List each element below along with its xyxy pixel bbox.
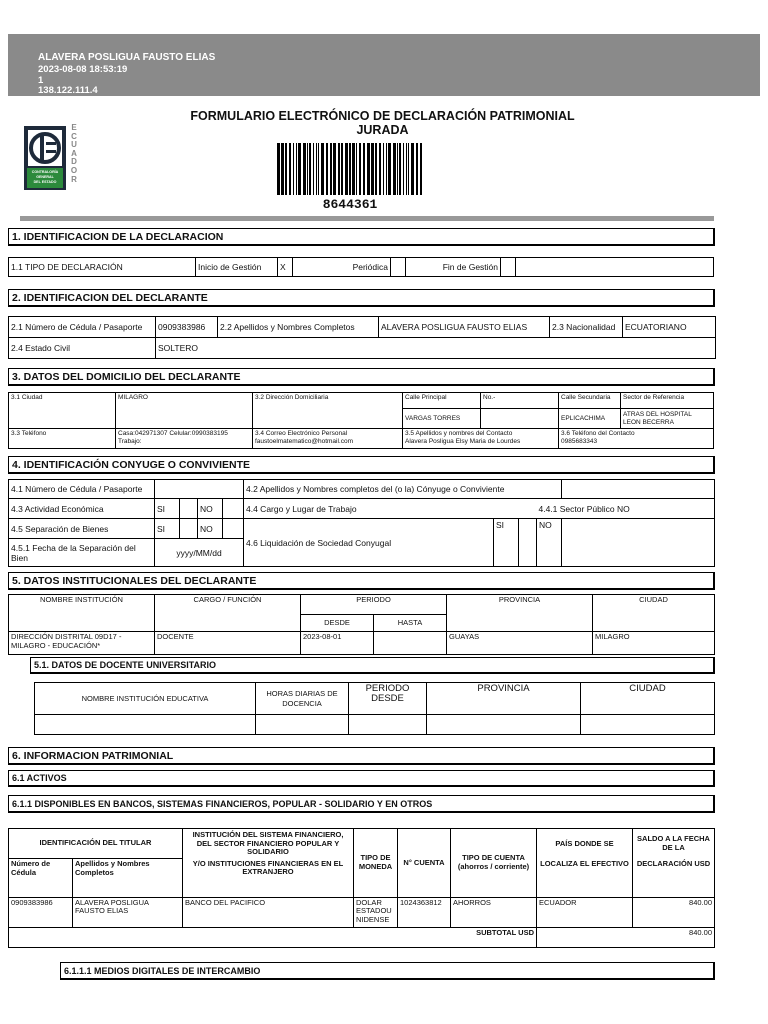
barcode-bar — [333, 143, 336, 195]
actividad-si-label: SI — [155, 499, 180, 519]
barcode-bar — [388, 143, 391, 195]
fin-gestion-checkbox[interactable] — [501, 258, 516, 277]
docente-header-horas: HORAS DIARIAS DE DOCENCIA — [256, 683, 349, 715]
header-cuenta: N° CUENTA — [398, 829, 451, 898]
header-banner — [8, 34, 760, 96]
barcode-bar — [420, 143, 422, 195]
header-institucion-extranjero: Y/O INSTITUCIONES FINANCIERAS EN EL EXTRANJERO — [183, 859, 354, 897]
calle-principal-label: Calle Principal — [403, 393, 481, 409]
sector-publico — [537, 499, 715, 519]
barcode-bar — [406, 143, 407, 195]
barcode-bar — [307, 143, 308, 195]
section-5-1-title: 5.1. DATOS DE DOCENTE UNIVERSITARIO — [30, 657, 715, 674]
header-cargo: CARGO / FUNCIÓN — [155, 595, 301, 632]
periodica-label: Periódica — [293, 258, 391, 277]
logo-text-line-3: DEL ESTADO — [33, 180, 57, 184]
barcode-bar — [379, 143, 381, 195]
inicio-gestion-checkbox[interactable]: X — [278, 258, 293, 277]
row-hasta — [374, 632, 447, 655]
header-institucion-financiera: INSTITUCIÓN DEL SISTEMA FINANCIERO, DEL SECTOR FINANCIERO POPULAR Y SOLIDARIO — [183, 829, 354, 859]
docente-cell — [581, 715, 715, 735]
correo-label: 3.4 Correo Electrónico Personal — [255, 430, 348, 437]
barcode-bar — [356, 143, 357, 195]
barcode-bar — [318, 143, 319, 195]
barcode-bar — [416, 143, 418, 195]
barcode-bar — [338, 143, 340, 195]
liquidacion-no-label: NO — [537, 519, 562, 567]
barcode-bar — [321, 143, 324, 195]
ciudad-value: MILAGRO — [116, 393, 253, 429]
contacto-label: 3.5 Apellidos y nombres del Contacto — [405, 430, 513, 437]
barcode-bar — [309, 143, 311, 195]
correo-cell — [253, 429, 403, 449]
barcode-bar — [367, 143, 370, 195]
row-cuenta: 1024363812 — [398, 897, 451, 927]
header-provincia: PROVINCIA — [447, 595, 593, 632]
subtotal-label: SUBTOTAL USD — [9, 927, 537, 947]
disponibles-title: 6.1.1 DISPONIBLES EN BANCOS, SISTEMAS FINANCIEROS, POPULAR - SOLIDARIO Y EN OTROS — [8, 795, 715, 813]
barcode-icon — [276, 143, 424, 195]
barcode-bar — [296, 143, 297, 195]
barcode-bar — [383, 143, 384, 195]
row-institucion: BANCO DEL PACIFICO — [183, 897, 354, 927]
empty-cell — [516, 258, 714, 277]
tipo-declaracion-table — [8, 257, 714, 277]
periodica-checkbox[interactable] — [391, 258, 406, 277]
separacion-no-checkbox[interactable] — [223, 519, 244, 539]
barcode-bar — [303, 143, 306, 195]
header-institucion: NOMBRE INSTITUCIÓN — [9, 595, 155, 632]
header-titular: IDENTIFICACIÓN DEL TITULAR — [9, 829, 183, 859]
docente-cell — [256, 715, 349, 735]
row-ciudad: MILAGRO — [593, 632, 715, 655]
barcode-bar — [393, 143, 396, 195]
logo-vertical-text: ECUADOR — [70, 123, 78, 184]
subtotal-value: 840.00 — [537, 927, 715, 947]
divider — [20, 216, 714, 221]
row-provincia: GUAYAS — [447, 632, 593, 655]
barcode-bar — [359, 143, 361, 195]
barcode-bar — [386, 143, 387, 195]
header-pais-localiza: LOCALIZA EL EFECTIVO — [537, 859, 633, 897]
docente-header-periodo: PERIODO DESDE — [349, 683, 427, 715]
domicilio-table — [8, 392, 714, 449]
barcode-bar — [411, 143, 414, 195]
liquidacion-si-checkbox[interactable] — [519, 519, 537, 567]
conyuge-nombres-label: 4.2 Apellidos y Nombres completos del (o la) Cónyuge o Conviviente — [244, 480, 562, 499]
medios-digitales-title: 6.1.1.1 MEDIOS DIGITALES DE INTERCAMBIO — [60, 962, 715, 980]
header-nombres: Apellidos y Nombres Completos — [73, 859, 183, 897]
row-moneda: DOLAR ESTADOU NIDENSE — [354, 897, 398, 927]
barcode-bar — [281, 143, 284, 195]
header-saldo: SALDO A LA FECHA DE LA — [633, 829, 715, 859]
docente-cell — [427, 715, 581, 735]
section-1-title: 1. IDENTIFICACION DE LA DECLARACION — [8, 228, 715, 246]
banner-count: 1 — [38, 75, 44, 86]
separacion-label: 4.5 Separación de Bienes — [9, 519, 155, 539]
telefono-contacto-label: 3.6 Teléfono del Contacto — [561, 430, 635, 437]
barcode-bar — [397, 143, 398, 195]
correo-value: faustoelmatematico@hotmail.com — [255, 437, 353, 445]
barcode-bar — [316, 143, 317, 195]
banner-datetime: 2023-08-08 18:53:19 — [38, 64, 128, 75]
nombres-label: 2.2 Apellidos y Nombres Completos — [218, 317, 379, 338]
table-row — [9, 897, 715, 927]
barcode-bar — [277, 143, 280, 195]
numero-label: No.- — [481, 393, 559, 409]
barcode-bar — [345, 143, 348, 195]
estado-civil-label: 2.4 Estado Civil — [9, 338, 156, 359]
barcode-bar — [375, 143, 377, 195]
section-2-title: 2. IDENTIFICACION DEL DECLARANTE — [8, 289, 715, 307]
fecha-separacion-value[interactable]: yyyy/MM/dd — [155, 539, 244, 567]
separacion-no-label: NO — [198, 519, 223, 539]
fin-gestion-label: Fin de Gestión — [406, 258, 501, 277]
telefono-casa: Casa:042971307 Celular:0990383195 — [118, 430, 228, 437]
calle-principal-value: VARGAS TORRES — [403, 409, 481, 429]
row-tipo: AHORROS — [451, 897, 537, 927]
form-title — [160, 109, 605, 137]
barcode-number: 8644361 — [322, 197, 378, 212]
liquidacion-value — [562, 519, 715, 567]
telefono-contacto-value: 0985683343 — [561, 437, 598, 445]
telefono-label: 3.3 Teléfono — [9, 429, 116, 449]
header-hasta: HASTA — [374, 615, 447, 632]
institucional-table — [8, 594, 715, 655]
telefono-value — [116, 429, 253, 449]
tipo-declaracion-label: 1.1 TIPO DE DECLARACIÓN — [9, 258, 196, 277]
header-periodo: PERIODO — [301, 595, 447, 615]
docente-header-provincia: PROVINCIA — [427, 683, 581, 715]
conyuge-nombres-value — [562, 480, 715, 499]
sector-publico-label: 4.4.1 Sector Público — [538, 503, 615, 514]
section-3-title: 3. DATOS DEL DOMICILIO DEL DECLARANTE — [8, 368, 715, 386]
logo-text-line-2: GENERAL — [36, 175, 54, 179]
section-6-title: 6. INFORMACION PATRIMONIAL — [8, 747, 715, 765]
barcode-bar — [285, 143, 287, 195]
logo-text-line-1: CONTRALORÍA — [31, 170, 59, 174]
nombres-value: ALAVERA POSLIGUA FAUSTO ELIAS — [379, 317, 550, 338]
numero-value — [481, 409, 559, 429]
row-saldo: 840.00 — [633, 897, 715, 927]
form-title-line-1: FORMULARIO ELECTRÓNICO DE DECLARACIÓN PATRIMONIAL — [190, 109, 575, 123]
barcode-bar — [352, 143, 355, 195]
actividad-label: 4.3 Actividad Económica — [9, 499, 155, 519]
actividad-si-checkbox[interactable] — [180, 499, 198, 519]
declarante-table — [8, 316, 716, 359]
docente-cell — [349, 715, 427, 735]
direccion-label: 3.2 Dirección Domiciliaria — [253, 393, 403, 429]
header-cedula: Número de Cédula — [9, 859, 73, 897]
barcode-bar — [363, 143, 365, 195]
docente-cell — [35, 715, 256, 735]
estado-civil-value: SOLTERO — [156, 338, 716, 359]
ciudad-label: 3.1 Ciudad — [9, 393, 116, 429]
banner-name: ALAVERA POSLIGUA FAUSTO ELIAS — [38, 52, 216, 63]
telefono-contacto-cell — [559, 429, 714, 449]
conyuge-cedula-value — [155, 480, 244, 499]
header-saldo-declaracion: DECLARACIÓN USD — [633, 859, 715, 897]
row-nombres: ALAVERA POSLIGUA FAUSTO ELIAS — [73, 897, 183, 927]
barcode-bar — [289, 143, 291, 195]
row-desde: 2023-08-01 — [301, 632, 374, 655]
contacto-cell — [403, 429, 559, 449]
section-5-title: 5. DATOS INSTITUCIONALES DEL DECLARANTE — [8, 572, 715, 590]
barcode-bar — [349, 143, 351, 195]
separacion-si-label: SI — [155, 519, 180, 539]
barcode-bar — [341, 143, 343, 195]
cargo-label: 4.4 Cargo y Lugar de Trabajo — [244, 499, 537, 519]
cedula-value: 0909383986 — [156, 317, 218, 338]
sector-publico-value: NO — [616, 503, 630, 514]
banner-ip: 138.122.111.4 — [38, 85, 98, 96]
calle-secundaria-value: EPLICACHIMA — [559, 409, 621, 429]
nacionalidad-label: 2.3 Nacionalidad — [550, 317, 623, 338]
row-institucion: DIRECCIÓN DISTRITAL 09D17 - MILAGRO - EDUCACIÓN* — [9, 632, 155, 655]
calle-secundaria-label: Calle Secundaria — [559, 393, 621, 409]
header-desde: DESDE — [301, 615, 374, 632]
barcode-bar — [371, 143, 374, 195]
referencia-value: ATRAS DEL HOSPITAL LEON BECERRA — [621, 409, 714, 429]
conyuge-table — [8, 479, 715, 567]
liquidacion-si-label: SI — [494, 519, 519, 567]
header-ciudad: CIUDAD — [593, 595, 715, 632]
barcode-bar — [326, 143, 328, 195]
barcode-bar — [298, 143, 301, 195]
table-row — [9, 632, 715, 655]
separacion-si-checkbox[interactable] — [180, 519, 198, 539]
docente-header-ciudad: CIUDAD — [581, 683, 715, 715]
conyuge-cedula-label: 4.1 Número de Cédula / Pasaporte — [9, 480, 155, 499]
docente-table — [34, 682, 715, 735]
actividad-no-label: NO — [198, 499, 223, 519]
barcode-bar — [313, 143, 314, 195]
barcode-bar — [403, 143, 404, 195]
cedula-label: 2.1 Número de Cédula / Pasaporte — [9, 317, 156, 338]
contacto-value: Alavera Posligua Elsy Maria de Lourdes — [405, 437, 521, 445]
header-moneda: TIPO DE MONEDA — [354, 829, 398, 898]
header-pais: PAÍS DONDE SE — [537, 829, 633, 859]
row-cargo: DOCENTE — [155, 632, 301, 655]
referencia-label: Sector de Referencia — [621, 393, 714, 409]
row-pais: ECUADOR — [537, 897, 633, 927]
contraloria-logo — [24, 124, 82, 194]
table-row — [35, 715, 715, 735]
section-4-title: 4. IDENTIFICACIÓN CONYUGE O CONVIVIENTE — [8, 456, 715, 474]
telefono-trabajo: Trabajo: — [118, 437, 142, 445]
barcode-bar — [399, 143, 401, 195]
inicio-gestion-label: Inicio de Gestión — [196, 258, 278, 277]
header-tipo-cuenta: TIPO DE CUENTA (ahorros / corriente) — [451, 829, 537, 898]
row-cedula: 0909383986 — [9, 897, 73, 927]
liquidacion-label: 4.6 Liquidación de Sociedad Conyugal — [244, 519, 494, 567]
form-title-line-2: JURADA — [356, 123, 409, 137]
barcode-bar — [408, 143, 409, 195]
disponibles-table — [8, 828, 715, 948]
fecha-separacion-label: 4.5.1 Fecha de la Separación del Bien — [9, 539, 155, 567]
barcode-bar — [293, 143, 294, 195]
barcode-bar — [330, 143, 332, 195]
docente-header-institucion: NOMBRE INSTITUCIÓN EDUCATIVA — [35, 683, 256, 715]
actividad-no-checkbox[interactable] — [223, 499, 244, 519]
activos-title: 6.1 ACTIVOS — [8, 770, 715, 787]
nacionalidad-value: ECUATORIANO — [623, 317, 716, 338]
